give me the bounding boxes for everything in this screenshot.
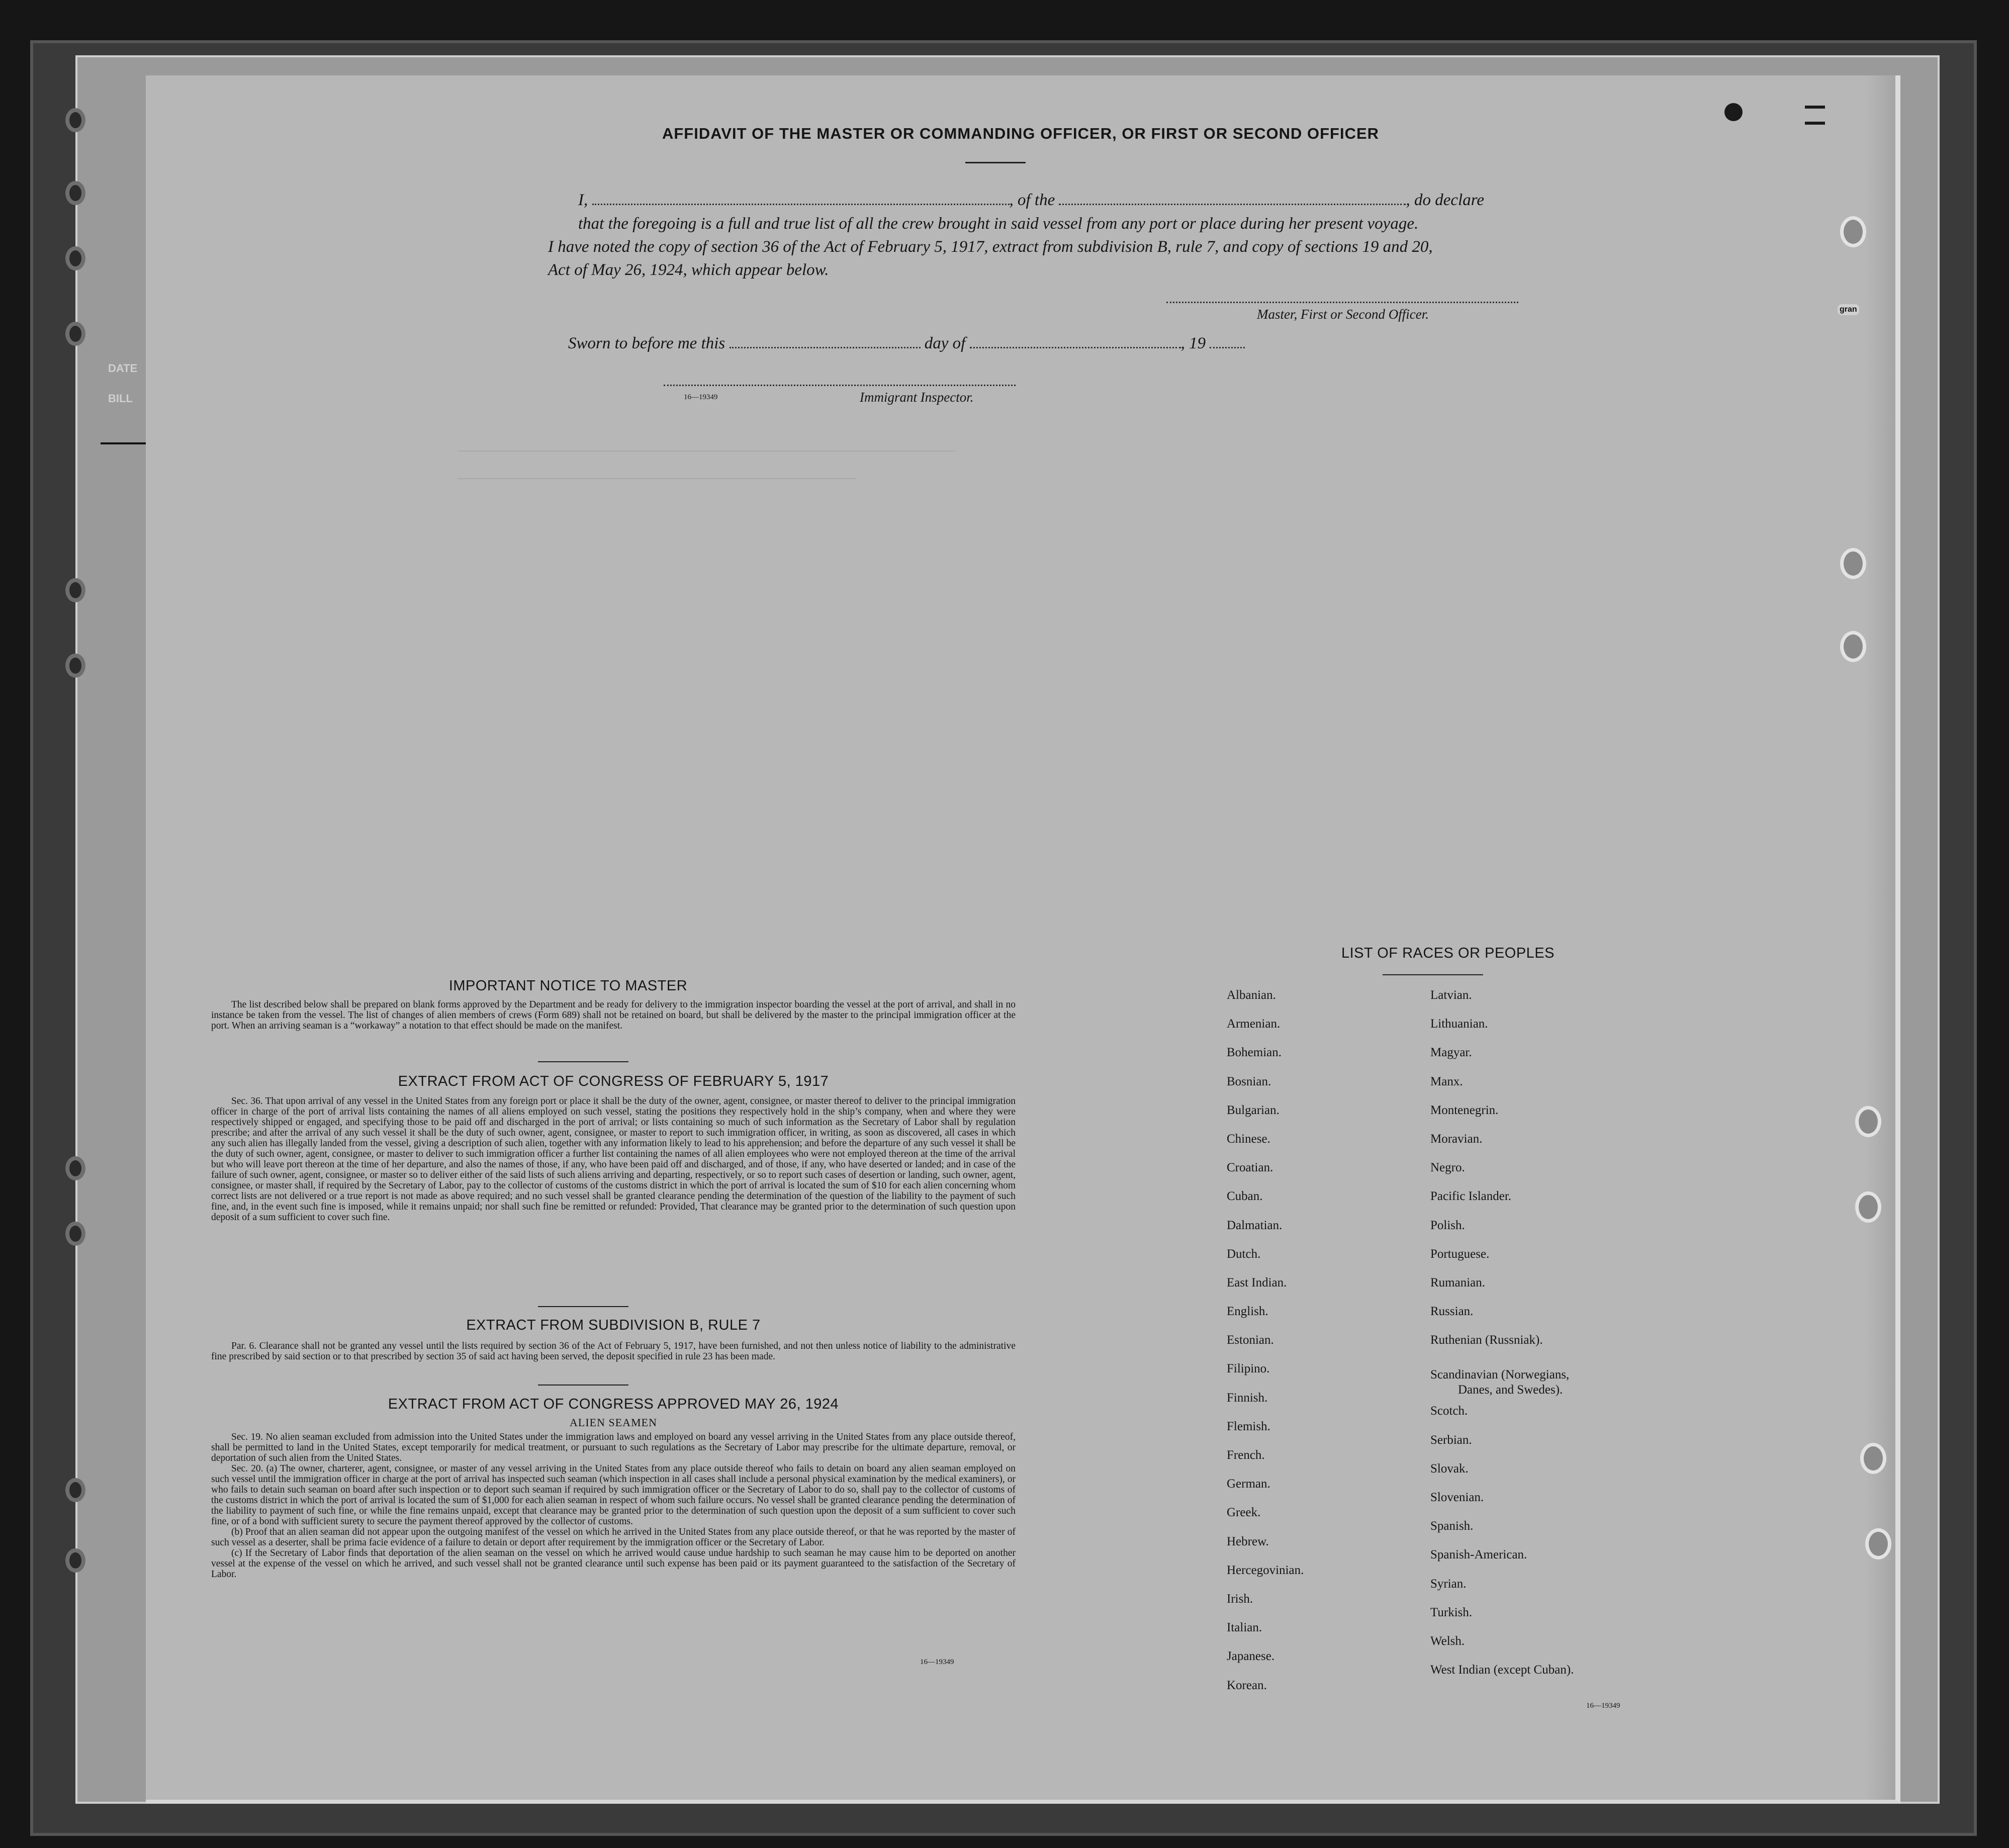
race-item: Magyar. (1430, 1046, 1472, 1060)
extract1924-text: Sec. 19. No alien seaman excluded from admission into the United States under the immigration laws and employed on board any vessel arriving in the United States from any place outside thereof, shall be permitted to land in the United States, except temporarily for medical treatment, or pursuant to such regulations as the Secretary of Labor may prescribe for the ultimate departure, removal, or deportation of such alien from the United States. Sec. 20. (a) The owner, charterer, agent, consignee, or master of any vessel arriving in the United States from any place outside thereof who fails to detain on board any alien seaman employed on such vessel until the immigration officer in charge at the port of arrival has inspected such seaman (which inspection in all cases shall include a personal physical examination by the medical examiners), or who fails to detain such seaman on board after such inspection or to deport such seaman if required by such immigration officer or the Secretary of Labor to do so, shall pay to the collector of customs of the customs district in which the port of arrival is located the sum of $1,000 for each alien seaman in respect of whom such failure occurs. No vessel shall be granted clearance pending the determination of the liability to payment of such fine, or while the fine remains unpaid, except that clearance may be granted prior to the determination of such question upon the deposit of a sum sufficient to cover such fine, or of a bond with sufficient surety to secure the payment thereof approved by the collector of customs. (b) Proof that an alien seaman did not appear upon the outgoing manifest of the vessel on which he arrived in the United States from any place outside thereof, or that he was reported by the master of such vessel as a deserter, shall be prima facie evidence of a failure to detain or deport after requirement by the immigration officer or the Secretary of Labor. (c) If the Secretary of Labor finds that deportation of the alien seaman on the vessel on which he arrived would cause undue hardship to such seaman he may cause him to be deported on another vessel at the expense of the vessel on which he arrived, and such vessel shall not be granted clearance until such expense has been paid or its payment guaranteed to the satisfaction of the Secretary of Labor. (211, 1432, 1016, 1580)
race-item: Spanish. (1430, 1519, 1474, 1533)
inspector-label: Immigrant Inspector. (860, 390, 974, 405)
race-item: Latvian. (1430, 988, 1472, 1002)
races-form-code: 16—19349 (1586, 1702, 1620, 1710)
form-sheet: ——————————————————————————————————————————————————————————————————————————— ———————————————————————————————————————————————————————————— AFFIDAVIT OF THE MASTER OR COMMANDING OFFICER, OR FIRST OR SECOND OFFICER I, , of the , do declare that the foregoing is a full and true list of all the crew brought in said vessel from any port or place during her present voyage. I have noted the copy of section 36 of the Act of February 5, 1917, extract from subdivision B, rule 7, and copy of sections 19 and 20, Act of May 26, 1924, which appear below. Master, First or Second Officer. Sworn to before me this day of , 19 16—19349 Immigrant Inspector. IMPORTANT NOTICE TO MASTER The list described below shall be prepared on blank forms approved by the Department and be ready for delivery to the immigration inspector boarding the vessel at the port of arrival, and shall in no instance be taken from the vessel. The list of changes of alien members of crews (Form 689) shall not be retained on board, but shall be delivered by the master to the principal immigration officer at the port. When an arriving seaman is a “workaway” a notation to that effect should be made on the manifest. EXTRACT FROM ACT OF CONGRESS OF FEBRUARY 5, 1917 Sec. 36. That upon arrival of any vessel in the United States from any foreign port or place it shall be the duty of the owner, agent, consignee, or master thereof to deliver to the principal immigration officer in charge of the port of arrival lists containing the names of all aliens employed on such vessel, stating the positions they respectively hold in the ship’s company, when and where they were respectively shipped or engaged, and specifying those to be paid off and discharged in the port of arrival; or lists containing so much of such information as the Secretary of Labor shall by regulation prescribe; and after the arrival of any such vessel it shall be the duty of such owner, agent, consignee, or master to report to such immigration officer, in writing, as soon as discovered, all cases in which any such alien has illegally landed from the vessel, giving a description of such alien, together with any information likely to lead to his apprehension; and before the departure of any such vessel it shall be the duty of such owner, agent, consignee, or master to deliver to such immigration officer a further list containing the names of all alien employees who were not employed thereon at the time of the arrival but who will leave port thereon at the time of her departure, and also the names of those, if any, who have been paid off and discharged, and of those, if any, who have deserted or landed; and in case of the failure of such owner, agent, consignee, or master so to deliver either of the said lists of such aliens arriving and departing, respectively, or so to report such cases of desertion or landing, such owner, agent, consignee, or master shall, if required by the Secretary of Labor, pay to the collector of customs of the customs district in which the port of arrival is located the sum of $10 for each alien concerning whom correct lists are not delivered or a true report is not made as above required; and no such vessel shall be granted clearance pending the determination of the question of the liability to the payment of such fine, and, in the event such fine is imposed, while it remains unpaid; nor shall such fine be remitted or refunded: Provided, That clearance may be granted prior to the determination of such question upon deposit of a sum sufficient to cover such fine. EXTRACT FROM SUBDIVISION B, RULE 7 Par. 6. Clearance shall not be granted any vessel until the lists required by section 36 of the Act of February 5, 1917, have been furnished, and not then unless notice of liability to the administrative fine prescribed by said section or to that prescribed by section 35 of said act having been served, the deposit specified in rule 23 has been made. EXTRACT FROM ACT OF CONGRESS APPROVED MAY 26, 1924 ALIEN SEAMEN Sec. 19. No alien seaman excluded from admission into the United States under the immigration laws and employed on board any vessel arriving in the United States from any place outside thereof, shall be permitted to land in the United States, except temporarily for medical treatment, or pursuant to such regulations as the Secretary of Labor may prescribe for the ultimate departure, removal, or deportation of such alien from the United States. Sec. 20. (a) The owner, charterer, agent, consignee, or master of any vessel arriving in the United States from any place outside thereof who fails to detain on board any alien seaman employed on such vessel until the immigration officer in charge at the port of arrival has inspected such seaman (which inspection in all cases shall include a personal physical examination by the medical examiners), or who fails to detain such seaman on board after such inspection or to deport such seaman if required by such immigration officer or the Secretary of Labor to do so, shall pay to the collector of customs of the customs district in which the port of arrival is located the sum of $1,000 for each alien seaman in respect of whom such failure occurs. No vessel shall be granted clearance pending the determination of the liability to payment of such fine, or while the fine remains unpaid, except that clearance may be granted prior to the determination of such question upon the deposit of a sum sufficient to cover such fine, or of a bond with sufficient surety to secure the payment thereof approved by the collector of customs. (b) Proof that an alien seaman did not appear upon the outgoing manifest of the vessel on which he arrived in the United States from any place outside thereof, or that he was reported by the master of such vessel as a deserter, shall be prima facie evidence of a failure to detain or deport after requirement by the immigration officer or the Secretary of Labor. (c) If the Secretary of Labor finds that deportation of the alien seaman on the vessel on which he arrived would cause undue hardship to such seaman he may cause him to be deported on another vessel at the expense of the vessel on which he arrived, and such vessel shall not be granted clearance until such expense has been paid or its payment guaranteed to the satisfaction of the Secretary of Labor. 16—19349 LIST OF RACES OR PEOPLES Albanian. Armenian. Bohemian. Bosnian. Bulgarian. Chinese. Croatian. Cuban. Dalmatian. Dutch. East Indian. English. Estonian. Filipino. Finnish. Flemish. French. German. Greek. Hebrew. Hercegovinian. Irish. Italian. Japanese. Korean. Latvian. Lithuanian. Magyar. Manx. Montenegrin. Moravian. Negro. Pacific Islander. Polish. Portuguese. Rumanian. Russian. Ruthenian (Russniak). Scandinavian (Norwegians, Danes, and Swedes). Scotch. Serbian. Slovak. Slovenian. Spanish. Spanish-American. Syrian. Turkish. Welsh. West Indian (except Cuban). 16—19349 (146, 75, 1900, 1804)
title-rule (965, 162, 1026, 163)
race-item: Dutch. (1227, 1247, 1261, 1261)
affidavit-title: AFFIDAVIT OF THE MASTER OR COMMANDING OFFICER, OR FIRST OR SECOND OFFICER (662, 125, 1380, 142)
race-item: Slovenian. (1430, 1491, 1484, 1504)
races-right-column (1430, 988, 1574, 1691)
race-item: Bohemian. (1227, 1046, 1282, 1060)
race-item: Armenian. (1227, 1017, 1281, 1031)
binder-ring-icon (65, 1478, 85, 1502)
race-item: Syrian. (1430, 1577, 1467, 1591)
race-item: Estonian. (1227, 1333, 1274, 1347)
binder-ring-icon (65, 246, 85, 270)
extract1924-subtitle: ALIEN SEAMEN (570, 1416, 657, 1429)
section-rule (538, 1306, 628, 1307)
binder-ring-icon (65, 1156, 85, 1180)
extract1924-form-code: 16—19349 (920, 1658, 954, 1666)
race-item: Rumanian. (1430, 1275, 1486, 1289)
sworn-year-field[interactable] (1210, 343, 1245, 348)
extract1917-title: EXTRACT FROM ACT OF CONGRESS OF FEBRUARY 5, 1917 (398, 1073, 829, 1089)
race-item: Scotch. (1430, 1404, 1468, 1418)
margin-date-label: DATE (108, 362, 138, 375)
race-item: Welsh. (1430, 1634, 1465, 1648)
notice-title: IMPORTANT NOTICE TO MASTER (448, 978, 688, 994)
punch-hole-icon (1865, 1528, 1891, 1559)
affidavit-line2: that the foregoing is a full and true list of all the crew brought in said vessel from any port or place during her present voyage. (578, 215, 1419, 233)
punch-hole-icon (1855, 1106, 1881, 1137)
race-item: Spanish-American. (1430, 1548, 1527, 1562)
race-item: Pacific Islander. (1430, 1189, 1512, 1204)
form-code: 16—19349 (684, 393, 718, 401)
race-item: Dalmatian. (1227, 1218, 1283, 1232)
race-item: Albanian. (1227, 988, 1276, 1002)
race-item: East Indian. (1227, 1275, 1287, 1289)
race-item: Lithuanian. (1430, 1017, 1488, 1031)
race-item: Portuguese. (1430, 1247, 1490, 1261)
race-item: Hebrew. (1227, 1534, 1269, 1548)
notice-text: The list described below shall be prepared on blank forms approved by the Department and be ready for delivery to the immigration inspector boarding the vessel at the port of arrival, and shall in no instance be taken from the vessel. The list of changes of alien members of crews (Form 689) shall not be retained on board, but shall be delivered by the master to the principal immigration officer at the port. When an arriving seaman is a “workaway” a notation to that effect should be made on the manifest. (211, 999, 1016, 1031)
race-item: Italian. (1227, 1621, 1262, 1635)
races-left-column (1227, 988, 1304, 1707)
clip-mark-icon (1805, 106, 1825, 125)
race-item: Irish. (1227, 1592, 1253, 1606)
race-item: Finnish. (1227, 1391, 1268, 1405)
binder-ring-icon (65, 181, 85, 205)
race-item: Japanese. (1227, 1649, 1275, 1664)
extract1924-title: EXTRACT FROM ACT OF CONGRESS APPROVED MAY 26, 1924 (388, 1396, 839, 1412)
signature-field[interactable] (1166, 302, 1518, 303)
race-item: Slovak. (1430, 1461, 1469, 1475)
race-item: Greek. (1227, 1506, 1261, 1520)
race-item: Moravian. (1430, 1132, 1483, 1146)
race-item: Korean. (1227, 1678, 1267, 1692)
punch-hole-icon (1840, 216, 1866, 247)
punch-hole-icon (1855, 1191, 1881, 1223)
punch-hole-icon (1840, 631, 1866, 662)
races-title: LIST OF RACES OR PEOPLES (1341, 945, 1555, 961)
section-rule (538, 1061, 628, 1062)
signature-label: Master, First or Second Officer. (1257, 307, 1429, 322)
corner-note: gran (1838, 304, 1859, 315)
binder-ring-icon (65, 322, 85, 346)
binder-ring-icon (65, 1548, 85, 1573)
race-item: Ruthenian (Russniak). (1430, 1333, 1543, 1347)
sworn-line: Sworn to before me this day of , 19 (568, 332, 1245, 355)
binder-ring-icon (65, 578, 85, 602)
subdivisionb-title: EXTRACT FROM SUBDIVISION B, RULE 7 (466, 1317, 761, 1333)
race-item: Croatian. (1227, 1161, 1273, 1175)
sworn-month-field[interactable] (970, 343, 1181, 348)
race-item: Bulgarian. (1227, 1103, 1280, 1117)
race-item: French. (1227, 1448, 1265, 1462)
affidavit-line3: I have noted the copy of section 36 of the Act of February 5, 1917, extract from subdivision B, rule 7, and copy of sections 19 and 20, (548, 238, 1433, 256)
extract1917-text: Sec. 36. That upon arrival of any vessel in the United States from any foreign port or place it shall be the duty of the owner, agent, consignee, or master thereof to deliver to the principal immigration officer in charge of the port of arrival lists containing the names of all aliens employed on such vessel, stating the positions they respectively hold in the ship’s company, when and where they were respectively shipped or engaged, and specifying those to be paid off and discharged in the port of arrival; or lists containing so much of such information as the Secretary of Labor shall by regulation prescribe; and after the arrival of any such vessel it shall be the duty of such owner, agent, consignee, or master to report to such immigration officer, in writing, as soon as discovered, all cases in which any such alien has illegally landed from the vessel, giving a description of such alien, together with any information likely to lead to his apprehension; and before the departure of any such vessel it shall be the duty of such owner, agent, consignee, or master to deliver to such immigration officer a further list containing the names of all alien employees who were not employed thereon at the time of the arrival but who will leave port thereon at the time of her departure, and also the names of those, if any, who have been paid off and discharged, and of those, if any, who have deserted or landed; and in case of the failure of such owner, agent, consignee, or master so to deliver either of the said lists of such aliens arriving and departing, respectively, or so to report such cases of desertion or landing, such owner, agent, consignee, or master shall, if required by the Secretary of Labor, pay to the collector of customs of the customs district in which the port of arrival is located the sum of $10 for each alien concerning whom correct lists are not delivered or a true report is not made as above required; and no such vessel shall be granted clearance pending the determination of the question of the liability to the payment of such fine, and, in the event such fine is imposed, while it remains unpaid; nor shall such fine be remitted or refunded: Provided, That clearance may be granted prior to the determination of such question upon deposit of a sum sufficient to cover such fine. (211, 1096, 1016, 1223)
vessel-field[interactable] (1059, 200, 1406, 205)
binder-ring-icon (65, 1222, 85, 1246)
race-item: Filipino. (1227, 1362, 1270, 1376)
race-item: Hercegovinian. (1227, 1563, 1304, 1577)
races-rule (1383, 974, 1483, 975)
affidavit-line1: I, , of the , do declare (578, 191, 1484, 209)
race-item: Russian. (1430, 1305, 1474, 1319)
race-item: Montenegrin. (1430, 1103, 1499, 1117)
subdivisionb-text: Par. 6. Clearance shall not be granted any vessel until the lists required by section 36 of the Act of February 5, 1917, have been furnished, and not then unless notice of liability to the administrative fine prescribed by said section or to that prescribed by section 35 of said act having been served, the deposit specified in rule 23 has been made. (211, 1341, 1016, 1362)
binder-ring-icon (65, 108, 85, 132)
race-item: Serbian. (1430, 1433, 1472, 1447)
race-item: Polish. (1430, 1218, 1465, 1232)
sworn-day-field[interactable] (729, 343, 921, 348)
section-rule (538, 1384, 628, 1385)
race-item: Chinese. (1227, 1132, 1270, 1146)
name-field[interactable] (592, 200, 1010, 205)
race-item: German. (1227, 1477, 1270, 1491)
inspector-signature-field[interactable] (664, 385, 1016, 386)
margin-bill-label: BILL (108, 392, 133, 405)
affidavit-line4: Act of May 26, 1924, which appear below. (548, 261, 829, 279)
race-item: Flemish. (1227, 1419, 1270, 1433)
punch-hole-icon (1860, 1443, 1886, 1474)
race-item: Cuban. (1227, 1189, 1263, 1204)
race-item: Bosnian. (1227, 1074, 1271, 1088)
race-item: Turkish. (1430, 1605, 1473, 1619)
race-item: Manx. (1430, 1074, 1463, 1088)
race-item: West Indian (except Cuban). (1430, 1663, 1574, 1677)
binder-ring-icon (65, 654, 85, 678)
ink-blot-icon (1724, 103, 1743, 121)
race-item-multiline: Scandinavian (Norwegians, Danes, and Swedes). (1430, 1368, 1570, 1397)
race-item: Negro. (1430, 1161, 1465, 1175)
race-item: English. (1227, 1305, 1268, 1319)
margin-mark (101, 442, 146, 444)
punch-hole-icon (1840, 548, 1866, 579)
